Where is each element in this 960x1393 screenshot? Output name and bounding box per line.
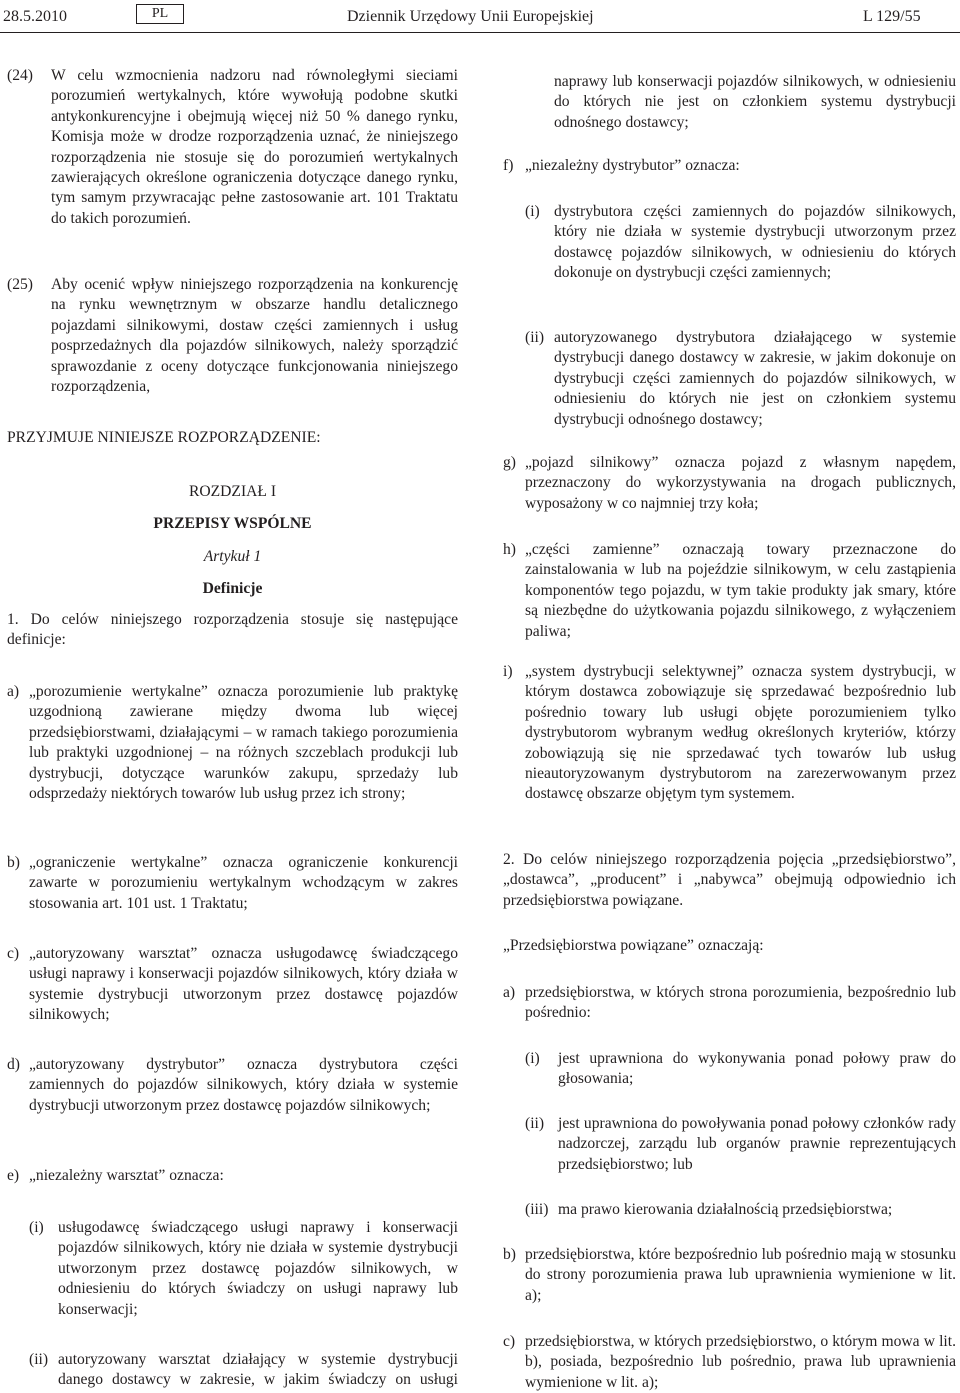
subitem-number: (i) [29,1219,44,1236]
definition-h [503,540,956,642]
chapter-title: PRZEPISY WSPÓLNE [153,515,312,532]
chapter-heading: ROZDZIAŁ I [188,483,277,500]
definition-letter: g) [503,454,516,471]
definition-letter: a) [7,683,20,700]
definition-text: „ograniczenie wertykalne” oznacza ograniczenie konkurencji zawarte w porozumieniu wertykalnym wchodzącym w zakres stosowania art. 101 ust. 1 Traktatu; [29,854,458,912]
language-badge: PL [136,4,184,24]
subitem-number: (ii) [525,329,545,346]
paragraph-1: 1. Do celów niniejszego rozporządzenia stosuje się następujące definicje: [7,611,458,649]
recital-number: (24) [7,67,33,84]
definition-a [7,682,458,804]
definition-text: „pojazd silnikowy” oznacza pojazd z własnym napędem, przeznaczony do wykorzystywania na drogach publicznych, wyposażony w co najmniej trzy koła; [525,454,956,512]
definition-e-i [29,1218,458,1320]
subitem-text: dystrybutora części zamiennych do pojazdów silnikowych, który nie działa w systemie dystrybucji utworzonym przez dostawcę pojazdów silnikowych, w odniesieniu do których dokonuje on dystrybucji części zamiennych; [554,203,956,282]
definition-f [503,156,956,176]
definition-text: „części zamienne” oznaczają towary przeznaczone do zainstalowania w lub na pojeździe silnikowym, w celu zastąpienia komponentów tego pojazdu, w tym takie produkty jak smary, które są niezbędne do użytkowania pojazdu silnikowego, z wyłączeniem paliwa; [525,541,956,640]
subitem-number: (ii) [29,1351,49,1368]
definition-letter: i) [503,663,513,680]
definition-c [7,944,458,1026]
subitem-text: autoryzowanego dystrybutora działającego w systemie dystrybucji danego dostawcy w zakresie, w jakim dokonuje on dystrybucji części zamiennych do pojazdów silnikowych, w odniesieniu do których nie jest on członkiem systemu dystrybucji odnośnego dostawcy; [554,329,956,428]
related-a-i [525,1049,956,1090]
adoption-formula: PRZYJMUJE NINIEJSZE ROZPORZĄDZENIE: [7,429,321,446]
continued-text: naprawy lub konserwacji pojazdów silnikowych, w odniesieniu do których nie jest on członkiem systemu dystrybucji odnośnego dostawcy; [554,73,956,131]
subitem-text: jest uprawniona do wykonywania ponad połowy praw do głosowania; [558,1050,956,1088]
subitem-number: (i) [525,203,540,220]
subitem-text: usługodawcę świadczącego usługi naprawy i konserwacji pojazdów silnikowych, który nie działa w systemie dystrybucji utworzonym przez dostawcę pojazdów silnikowych, w odniesieniu do których świadczy on usługi naprawy lub konserwacji; [58,1219,458,1318]
page-reference: L 129/55 [863,8,921,25]
definition-text: „porozumienie wertykalne” oznacza porozumienie lub praktykę uzgodnioną zawierane między dwoma lub więcej przedsiębiorstwami, działającymi – w ramach takiego porozumienia lub praktyki uzgodnionej – na różnych szczeblach produkcji lub dystrybucji, dotyczące warunków zakupu, sprzedaży lub odsprzedaży niektórych towarów lub usług przez ich strony; [29,683,458,803]
definition-letter: d) [7,1056,20,1073]
definition-letter: b) [7,854,20,871]
journal-title: Dziennik Urzędowy Unii Europejskiej [347,8,594,25]
definition-g [503,453,956,514]
definition-text: „system dystrybucji selektywnej” oznacza system dystrybucji, w którym dostawca zobowiązuje się sprzedawać bezpośrednio lub pośrednio towary lub usługi objęte porozumieniem tylko dystrybutorom wybranym według określonych kryteriów, którzy zobowiązują się nie sprzedawać tych towarów lub usług nieautoryzowanym dystrybutorom na zarezerwowanym przez dostawcę obszarze objętym tym systemem. [525,663,956,803]
definition-e [7,1166,458,1186]
recital-25 [7,275,458,397]
definition-letter: e) [7,1167,20,1184]
subitem-text: jest uprawniona do powoływania ponad połowy członków rady nadzorczej, zarządu lub organów prawnie reprezentujących przedsiębiorstwo; lub [558,1115,956,1173]
article-title: Definicje [202,580,263,597]
definition-letter: c) [503,1333,516,1350]
related-b [503,1245,956,1306]
definition-b [7,853,458,914]
definition-text: „autoryzowany dystrybutor” oznacza dystrybutora części zamiennych do pojazdów silnikowych, który działa w systemie dystrybucji utworzonym przez dostawcę pojazdów silnikowych; [29,1056,458,1114]
recital-24 [7,66,458,229]
related-undertakings-intro: „Przedsiębiorstwa powiązane” oznaczają: [503,937,764,954]
recital-text: Aby ocenić wpływ niniejszego rozporządzenia na konkurencję na rynku wewnętrznym w obszarze handlu detalicznego pojazdami silnikowymi, dostaw części zamiennych i usług posprzedażnych dla pojazdów silnikowych, należy sporządzić sprawozdanie z oceny dotyczące funkcjonowania niniejszego rozporządzenia, [51,276,458,396]
definition-letter: b) [503,1246,516,1263]
header-rule [0,32,960,33]
subitem-number: (i) [525,1050,540,1067]
definition-text: „autoryzowany warsztat” oznacza usługodawcę świadczącego usługi naprawy i konserwacji pojazdów silnikowych, który działa w systemie dystrybucji utworzonym przez dostawcę pojazdów silnikowych; [29,945,458,1024]
definition-letter: a) [503,984,516,1001]
definition-text: przedsiębiorstwa, w których przedsiębiorstwo, o którym mowa w lit. b), posiada, bezpośrednio lub pośrednio, prawa lub uprawnienia wymienione w lit. a); [525,1333,956,1391]
definition-text: „niezależny dystrybutor” oznacza: [525,157,740,174]
definition-e-ii [29,1350,458,1391]
related-a-iii [525,1200,956,1220]
subitem-number: (iii) [525,1201,549,1218]
recital-text: W celu wzmocnienia nadzoru nad równoległymi sieciami porozumień wertykalnych, które wywołują podobne skutki antykonkurencyjne i obejmują więcej niż 50 % danego rynku, Komisja może w drodze rozporządzenia uznać, że niniejszego rozporządzenia nie stosuje się do porozumień wertykalnych zawierających określone ograniczenia dotyczące danego rynku, tym samym przywracając pełne zastosowanie art. 101 Traktatu do takich porozumień. [51,67,458,227]
subitem-text: autoryzowany warsztat działający w systemie dystrybucji danego dostawcy w zakresie, w jakim świadczy on usługi [58,1351,458,1389]
definition-letter: f) [503,157,514,174]
subitem-number: (ii) [525,1115,545,1132]
page-header [0,0,960,34]
definition-text: przedsiębiorstwa, w których strona porozumienia, bezpośrednio lub pośrednio: [525,984,956,1022]
definition-i [503,662,956,805]
recital-number: (25) [7,276,33,293]
definition-d [7,1055,458,1116]
definition-f-ii [525,328,956,430]
related-a [503,983,956,1024]
publication-date: 28.5.2010 [3,8,67,25]
definition-letter: c) [7,945,20,962]
related-a-ii [525,1114,956,1175]
definition-text: „niezależny warsztat” oznacza: [29,1167,224,1184]
paragraph-2: 2. Do celów niniejszego rozporządzenia pojęcia „przedsiębiorstwo”, „dostawca”, „producent” i „nabywca” obejmują odpowiednio ich przedsiębiorstwa powiązane. [503,851,956,909]
related-c [503,1332,956,1393]
definition-f-i [525,202,956,284]
definition-letter: h) [503,541,516,558]
subitem-text: ma prawo kierowania działalnością przedsiębiorstwa; [558,1201,893,1218]
article-heading: Artykuł 1 [203,548,262,565]
definition-text: przedsiębiorstwa, które bezpośrednio lub pośrednio mają w stosunku do strony porozumienia prawa lub uprawnienia wymienione w lit. a); [525,1246,956,1304]
